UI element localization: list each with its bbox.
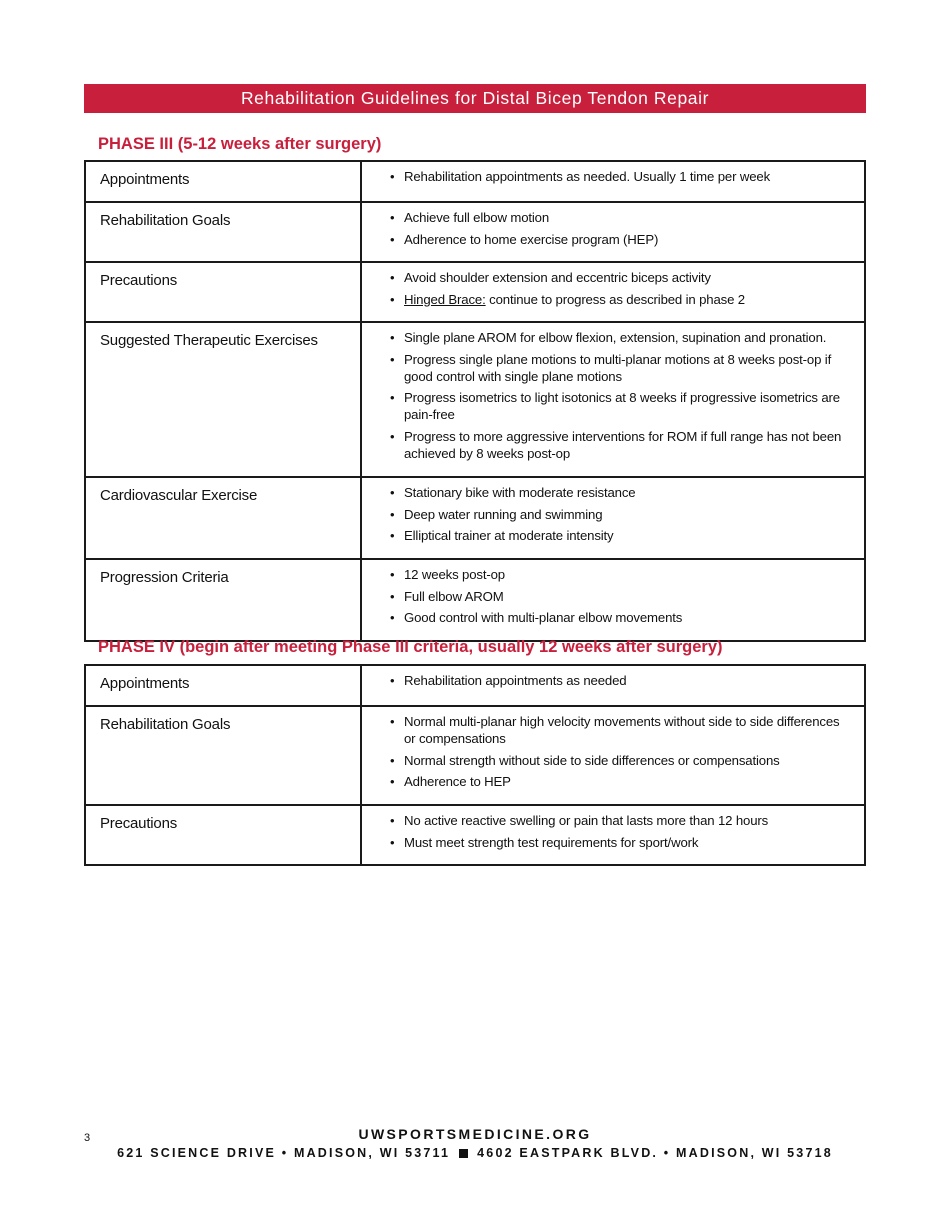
list-item: • Elliptical trainer at moderate intensity: [390, 527, 850, 544]
row-content: [361, 202, 865, 262]
list-item: • Stationary bike with moderate resistance: [390, 484, 850, 501]
list-item: • Progress single plane motions to multi-planar motions at 8 weeks post-op if good control with single plane motions: [390, 351, 850, 385]
hinged-brace-text: continue to progress as described in phase 2: [485, 291, 745, 307]
list-item: • Full elbow AROM: [390, 588, 850, 605]
table-row-appointments: [85, 161, 865, 202]
phase-4-heading: PHASE IV (begin after meeting Phase III criteria, usually 12 weeks after surgery): [98, 638, 723, 656]
list-item: • Rehabilitation appointments as needed. Usually 1 time per week: [390, 168, 850, 185]
document-title-banner: [84, 84, 866, 113]
bullet-list: [390, 713, 850, 790]
bullet-list: [390, 269, 850, 308]
row-label: Precautions: [85, 262, 361, 322]
table-row-appointments: [85, 665, 865, 706]
address-science-drive: 621 SCIENCE DRIVE • MADISON, WI 53711: [117, 1146, 451, 1160]
row-label: Progression Criteria: [85, 559, 361, 641]
row-content: [361, 805, 865, 865]
list-item: • Good control with multi-planar elbow movements: [390, 609, 850, 626]
table-row-precautions: [85, 262, 865, 322]
row-label: Cardiovascular Exercise: [85, 477, 361, 559]
list-item: • Adherence to home exercise program (HEP): [390, 231, 850, 248]
list-item: • No active reactive swelling or pain that lasts more than 12 hours: [390, 812, 850, 829]
list-item: • Deep water running and swimming: [390, 506, 850, 523]
row-label: Rehabilitation Goals: [85, 706, 361, 805]
bullet-list: [390, 209, 850, 248]
row-content: [361, 477, 865, 559]
list-item: • Must meet strength test requirements for sport/work: [390, 834, 850, 851]
footer-website-link[interactable]: UWSPORTSMEDICINE.ORG: [358, 1126, 592, 1142]
table-row-rehabilitation-goals: [85, 202, 865, 262]
row-label: Rehabilitation Goals: [85, 202, 361, 262]
bullet-list: [390, 812, 850, 851]
row-label: Suggested Therapeutic Exercises: [85, 322, 361, 477]
row-label: Appointments: [85, 665, 361, 706]
list-item: [390, 291, 850, 308]
list-item: • Normal multi-planar high velocity movements without side to side differences or compensations: [390, 713, 850, 747]
row-content: [361, 706, 865, 805]
bullet-list: [390, 329, 850, 462]
bullet-list: [390, 566, 850, 626]
row-content: [361, 559, 865, 641]
row-content: [361, 322, 865, 477]
square-separator-icon: [459, 1149, 468, 1158]
row-content: [361, 665, 865, 706]
table-row-precautions: [85, 805, 865, 865]
row-content: [361, 262, 865, 322]
table-row-cardiovascular-exercise: [85, 477, 865, 559]
row-label: Appointments: [85, 161, 361, 202]
list-item: • Normal strength without side to side differences or compensations: [390, 752, 850, 769]
list-item: • 12 weeks post-op: [390, 566, 850, 583]
list-item: • Achieve full elbow motion: [390, 209, 850, 226]
list-item: • Avoid shoulder extension and eccentric biceps activity: [390, 269, 850, 286]
table-row-rehabilitation-goals: [85, 706, 865, 805]
hinged-brace-label: Hinged Brace:: [404, 291, 486, 307]
row-content: [361, 161, 865, 202]
document-title: Rehabilitation Guidelines for Distal Bicep Tendon Repair: [240, 88, 710, 108]
list-item: • Adherence to HEP: [390, 773, 850, 790]
list-item: • Progress to more aggressive interventions for ROM if full range has not been achieved by 8 weeks post-op: [390, 428, 850, 462]
footer-addresses: [0, 1146, 950, 1160]
phase-3-heading: PHASE III (5-12 weeks after surgery): [98, 135, 382, 153]
phase-4-table: [84, 664, 866, 866]
bullet-list: [390, 484, 850, 544]
list-item: • Rehabilitation appointments as needed: [390, 672, 850, 689]
list-item: • Progress isometrics to light isotonics at 8 weeks if progressive isometrics are pain-free: [390, 389, 850, 423]
bullet-list: [390, 168, 850, 185]
table-row-progression-criteria: [85, 559, 865, 641]
bullet-list: [390, 672, 850, 689]
phase-3-table: [84, 160, 866, 642]
list-item: • Single plane AROM for elbow flexion, extension, supination and pronation.: [390, 329, 850, 346]
row-label: Precautions: [85, 805, 361, 865]
page-number: 3: [84, 1132, 91, 1144]
address-eastpark-blvd: 4602 EASTPARK BLVD. • MADISON, WI 53718: [477, 1146, 833, 1160]
table-row-suggested-therapeutic-exercises: [85, 322, 865, 477]
